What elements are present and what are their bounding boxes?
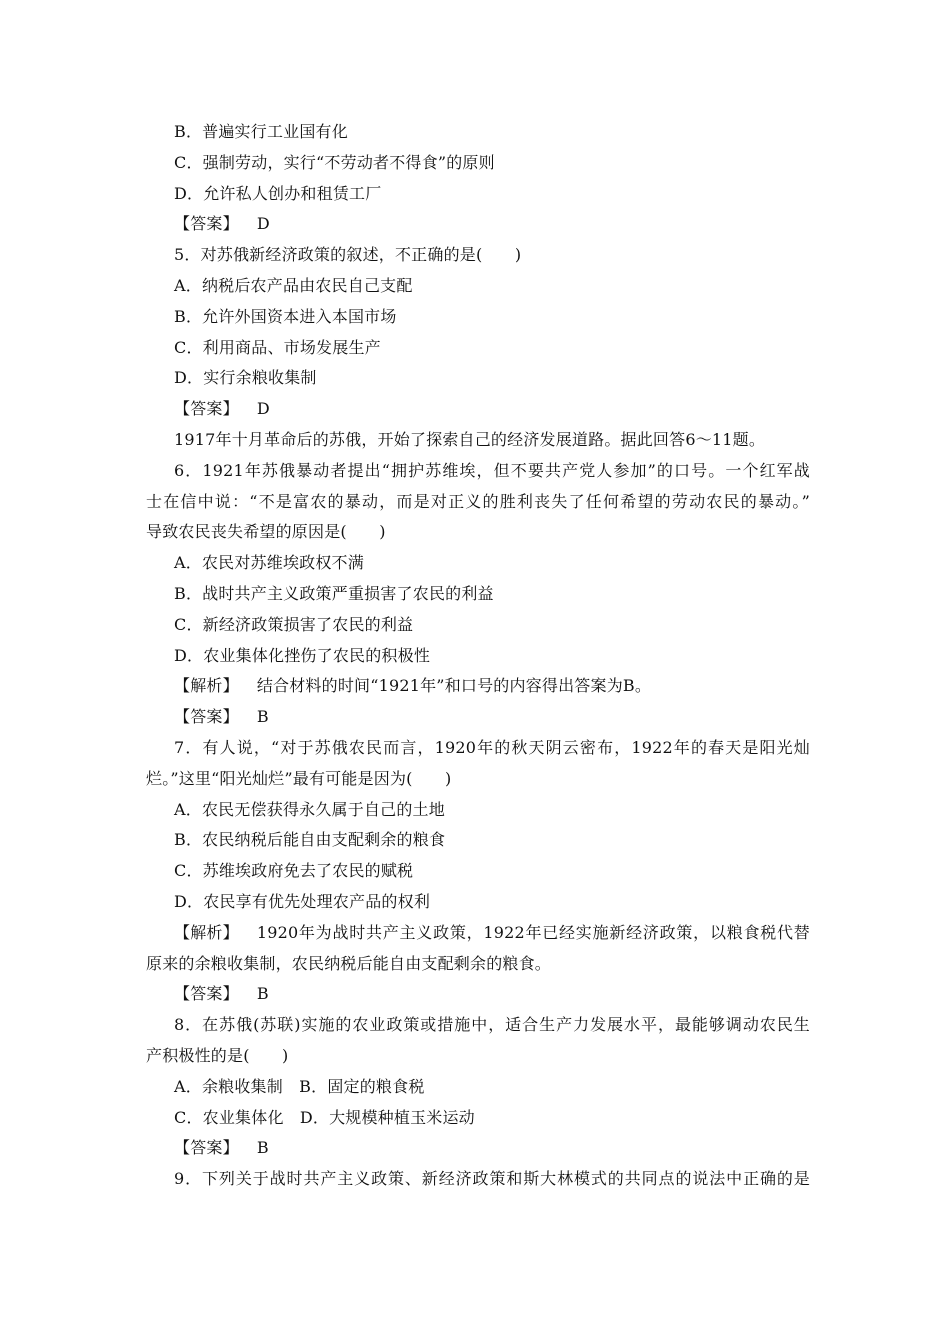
text-line: [146, 548, 810, 579]
line-text: D．实行余粮收集制: [174, 368, 317, 388]
line-text: B: [256, 1138, 269, 1158]
text-line: [146, 1041, 810, 1072]
text-line: [146, 825, 810, 856]
line-text: C．利用商品、市场发展生产: [174, 337, 381, 357]
text-line: [146, 333, 810, 364]
line-text: D．农民享有优先处理农产品的权利: [174, 891, 431, 911]
line-text: A．余粮收集制 B．固定的粮食税: [174, 1076, 425, 1096]
labeled-line: [146, 918, 810, 949]
text-line: [146, 1072, 810, 1103]
labeled-line: [146, 1133, 810, 1164]
text-line: [146, 856, 810, 887]
line-text: 9．下列关于战时共产主义政策、新经济政策和斯大林模式的共同点的说法中正确的是: [174, 1169, 810, 1189]
text-line: [146, 487, 810, 518]
labeled-line: [146, 671, 810, 702]
text-line: [146, 456, 810, 487]
line-text: B: [256, 984, 269, 1004]
line-text: D．允许私人创办和租赁工厂: [174, 183, 382, 203]
line-text: C．苏维埃政府免去了农民的赋税: [174, 861, 414, 881]
text-line: [146, 179, 810, 210]
text-line: [146, 795, 810, 826]
text-line: [146, 240, 810, 271]
labeled-line: [146, 394, 810, 425]
text-line: [146, 610, 810, 641]
line-label: 【解析】: [174, 676, 239, 696]
line-text: 1920年为战时共产主义政策，1922年已经实施新经济政策，以粮食税代替: [256, 922, 810, 942]
line-label: 【答案】: [174, 1138, 239, 1158]
line-text: B．农民纳税后能自由支配剩余的粮食: [174, 830, 446, 850]
line-text: B．战时共产主义政策严重损害了农民的利益: [174, 583, 494, 603]
labeled-line: [146, 702, 810, 733]
text-line: [146, 302, 810, 333]
text-line: [146, 363, 810, 394]
text-line: [146, 1164, 810, 1195]
text-line: [146, 517, 810, 548]
line-text: D: [256, 399, 270, 419]
text-line: [146, 1010, 810, 1041]
line-text: 7．有人说，“对于苏俄农民而言，1920年的秋天阴云密布，1922年的春天是阳光灿: [174, 737, 810, 757]
text-line: [146, 425, 810, 456]
line-text: 8．在苏俄(苏联)实施的农业政策或措施中，适合生产力发展水平，最能够调动农民生: [174, 1015, 810, 1035]
text-line: [146, 733, 810, 764]
line-text: 导致农民丧失希望的原因是( ): [146, 522, 386, 542]
line-label: 【解析】: [174, 922, 239, 942]
line-text: D．农业集体化挫伤了农民的积极性: [174, 645, 431, 665]
line-text: B．允许外国资本进入本国市场: [174, 306, 397, 326]
text-line: [146, 641, 810, 672]
line-text: 产积极性的是( ): [146, 1045, 289, 1065]
labeled-line: [146, 979, 810, 1010]
line-text: A．纳税后农产品由农民自己支配: [174, 275, 413, 295]
line-text: B: [256, 707, 269, 727]
line-text: C．强制劳动，实行“不劳动者不得食”的原则: [174, 152, 495, 172]
line-text: 士在信中说：“不是富农的暴动，而是对正义的胜利丧失了任何希望的劳动农民的暴动。”: [146, 491, 810, 511]
text-line: [146, 117, 810, 148]
text-line: [146, 887, 810, 918]
line-text: A．农民无偿获得永久属于自己的土地: [174, 799, 445, 819]
line-text: A．农民对苏维埃政权不满: [174, 553, 364, 573]
line-text: D: [256, 214, 270, 234]
text-line: [146, 949, 810, 980]
line-text: 6．1921年苏俄暴动者提出“拥护苏维埃，但不要共产党人参加”的口号。一个红军战: [174, 460, 810, 480]
line-label: 【答案】: [174, 984, 239, 1004]
document-body: [146, 117, 810, 1195]
text-line: [146, 1103, 810, 1134]
text-line: [146, 148, 810, 179]
line-text: B．普遍实行工业国有化: [174, 122, 348, 141]
text-line: [146, 271, 810, 302]
text-line: [146, 764, 810, 795]
line-label: 【答案】: [174, 707, 239, 727]
line-label: 【答案】: [174, 399, 239, 419]
line-text: C．新经济政策损害了农民的利益: [174, 614, 414, 634]
line-text: C．农业集体化 D．大规模种植玉米运动: [174, 1107, 475, 1127]
line-text: 原来的余粮收集制，农民纳税后能自由支配剩余的粮食。: [146, 953, 552, 973]
line-text: 5．对苏俄新经济政策的叙述，不正确的是( ): [174, 245, 522, 265]
line-label: 【答案】: [174, 214, 239, 234]
line-text: 烂。”这里“阳光灿烂”最有可能是因为( ): [146, 768, 452, 788]
line-text: 1917年十月革命后的苏俄，开始了探索自己的经济发展道路。据此回答6～11题。: [174, 429, 766, 449]
line-text: 结合材料的时间“1921年”和口号的内容得出答案为B。: [256, 676, 652, 696]
labeled-line: [146, 209, 810, 240]
text-line: [146, 579, 810, 610]
